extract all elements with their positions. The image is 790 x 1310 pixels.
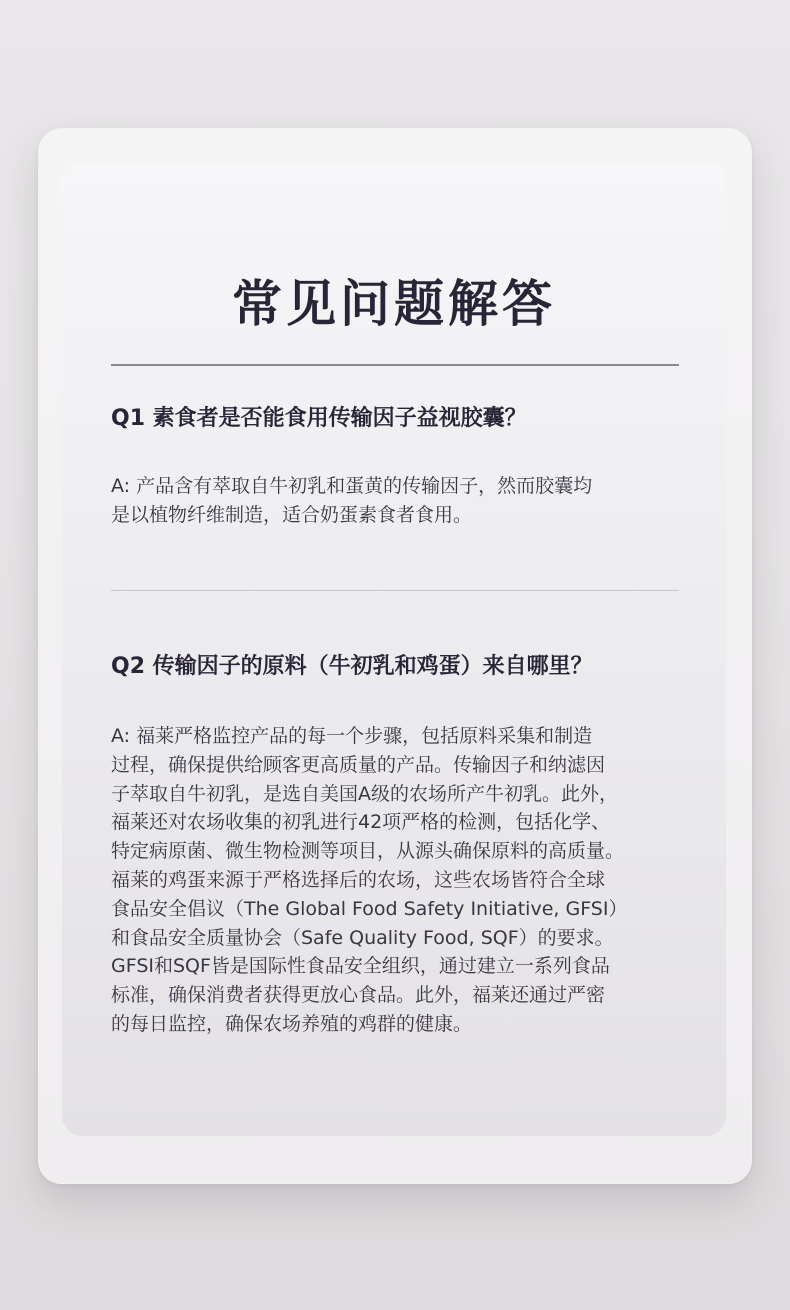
answer-2-line: 食品安全倡议（The Global Food Safety Initiative, GFSI） xyxy=(111,897,628,920)
title-divider xyxy=(111,364,679,366)
faq-question-1: Q1 素食者是否能食用传输因子益视胶囊？ xyxy=(111,406,527,431)
answer-2-line: GFSI和SQF皆是国际性食品安全组织，通过建立一系列食品 xyxy=(111,955,610,978)
answer-2-line: 特定病原菌、微生物检测等项目，从源头确保原料的高质量。 xyxy=(111,840,625,863)
faq-question-2: Q2 传输因子的原料（牛初乳和鸡蛋）来自哪里？ xyxy=(111,654,593,679)
faq-answer-1 xyxy=(111,472,711,530)
page-title: 常见问题解答 xyxy=(232,275,556,333)
section-divider xyxy=(111,590,679,591)
answer-2-line: 福莱的鸡蛋来源于严格选择后的农场，这些农场皆符合全球 xyxy=(111,868,606,891)
answer-2-line: 福莱还对农场收集的初乳进行42项严格的检测，包括化学、 xyxy=(111,811,611,834)
answer-2-line: 子萃取自牛初乳，是选自美国A级的农场所产牛初乳。此外， xyxy=(111,782,618,805)
answer-2-line: A: 福莱严格监控产品的每一个步骤，包括原料采集和制造 xyxy=(111,725,593,747)
answer-2-line: 和食品安全质量协会（Safe Quality Food, SQF）的要求。 xyxy=(111,926,614,949)
answer-2-line: 标准，确保消费者获得更放心食品。此外，福莱还通过严密 xyxy=(111,984,606,1007)
answer-2-line: 过程，确保提供给顾客更高质量的产品。传输因子和纳滤因 xyxy=(111,753,606,776)
answer-1-line: A: 产品含有萃取自牛初乳和蛋黄的传输因子，然而胶囊均 xyxy=(111,475,593,497)
answer-2-line: 的每日监控，确保农场养殖的鸡群的健康。 xyxy=(111,1012,473,1035)
faq-answer-2 xyxy=(111,722,711,1039)
answer-1-line: 是以植物纤维制造，适合奶蛋素食者食用。 xyxy=(111,503,473,526)
